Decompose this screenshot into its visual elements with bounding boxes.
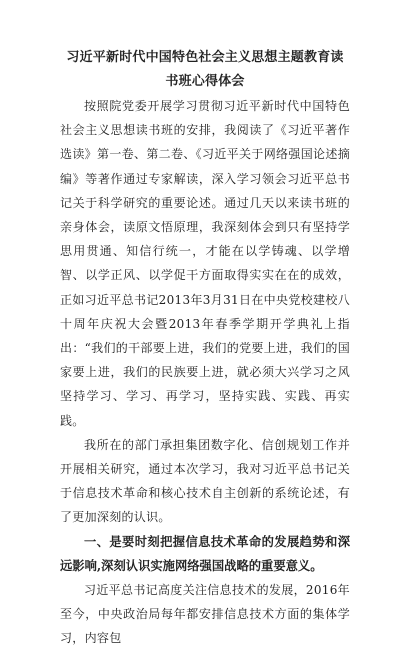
- document-title: 习近平新时代中国特色社会主义思想主题教育读书班心得体会: [66, 50, 344, 89]
- section-paragraph-1: 习近平总书记高度关注信息技术的发展，2016年至今，中央政治局每年都安排信息技术方面的集体学习，内容包: [60, 583, 350, 646]
- body-paragraph-2: 我所在的部门承担集团数字化、信创规划工作并开展相关研究，通过本次学习，我对习近平总书记关于信息技术革命和核心技术自主创新的系统论述，有了更加深刻的认识。: [60, 437, 350, 525]
- section-heading-1: 一、是要时刻把握信息技术革命的发展趋势和深远影响,深刻认识实施网络强国战略的重要意义。: [60, 533, 350, 573]
- body-paragraph-1: 按照院党委开展学习贯彻习近平新时代中国特色社会主义思想读书班的安排，我阅读了《习近平著作选读》第一卷、第二卷、《习近平关于网络强国论述摘编》等著作通过专家解读，深入学习领会习近平总书记关于科学研究的重要论述。通过几天以来读书班的亲身体会，读原文悟原理，我深刻体会到只有坚持学思用贯通、知信行统一，才能在以学铸魂、以学增智、以学正风、以学促干方面取得实实在在的成效，正如习近平总书记2013年3月31日在中央党校建校八十周年庆祝大会暨2013年春季学期开学典礼上指出：“我们的干部要上进，我们的党要上进，我们的国家要上进，我们的民族要上进，就必须大兴学习之风坚持学习、学习、再学习，坚持实践、实践、再实践。: [60, 99, 350, 428]
